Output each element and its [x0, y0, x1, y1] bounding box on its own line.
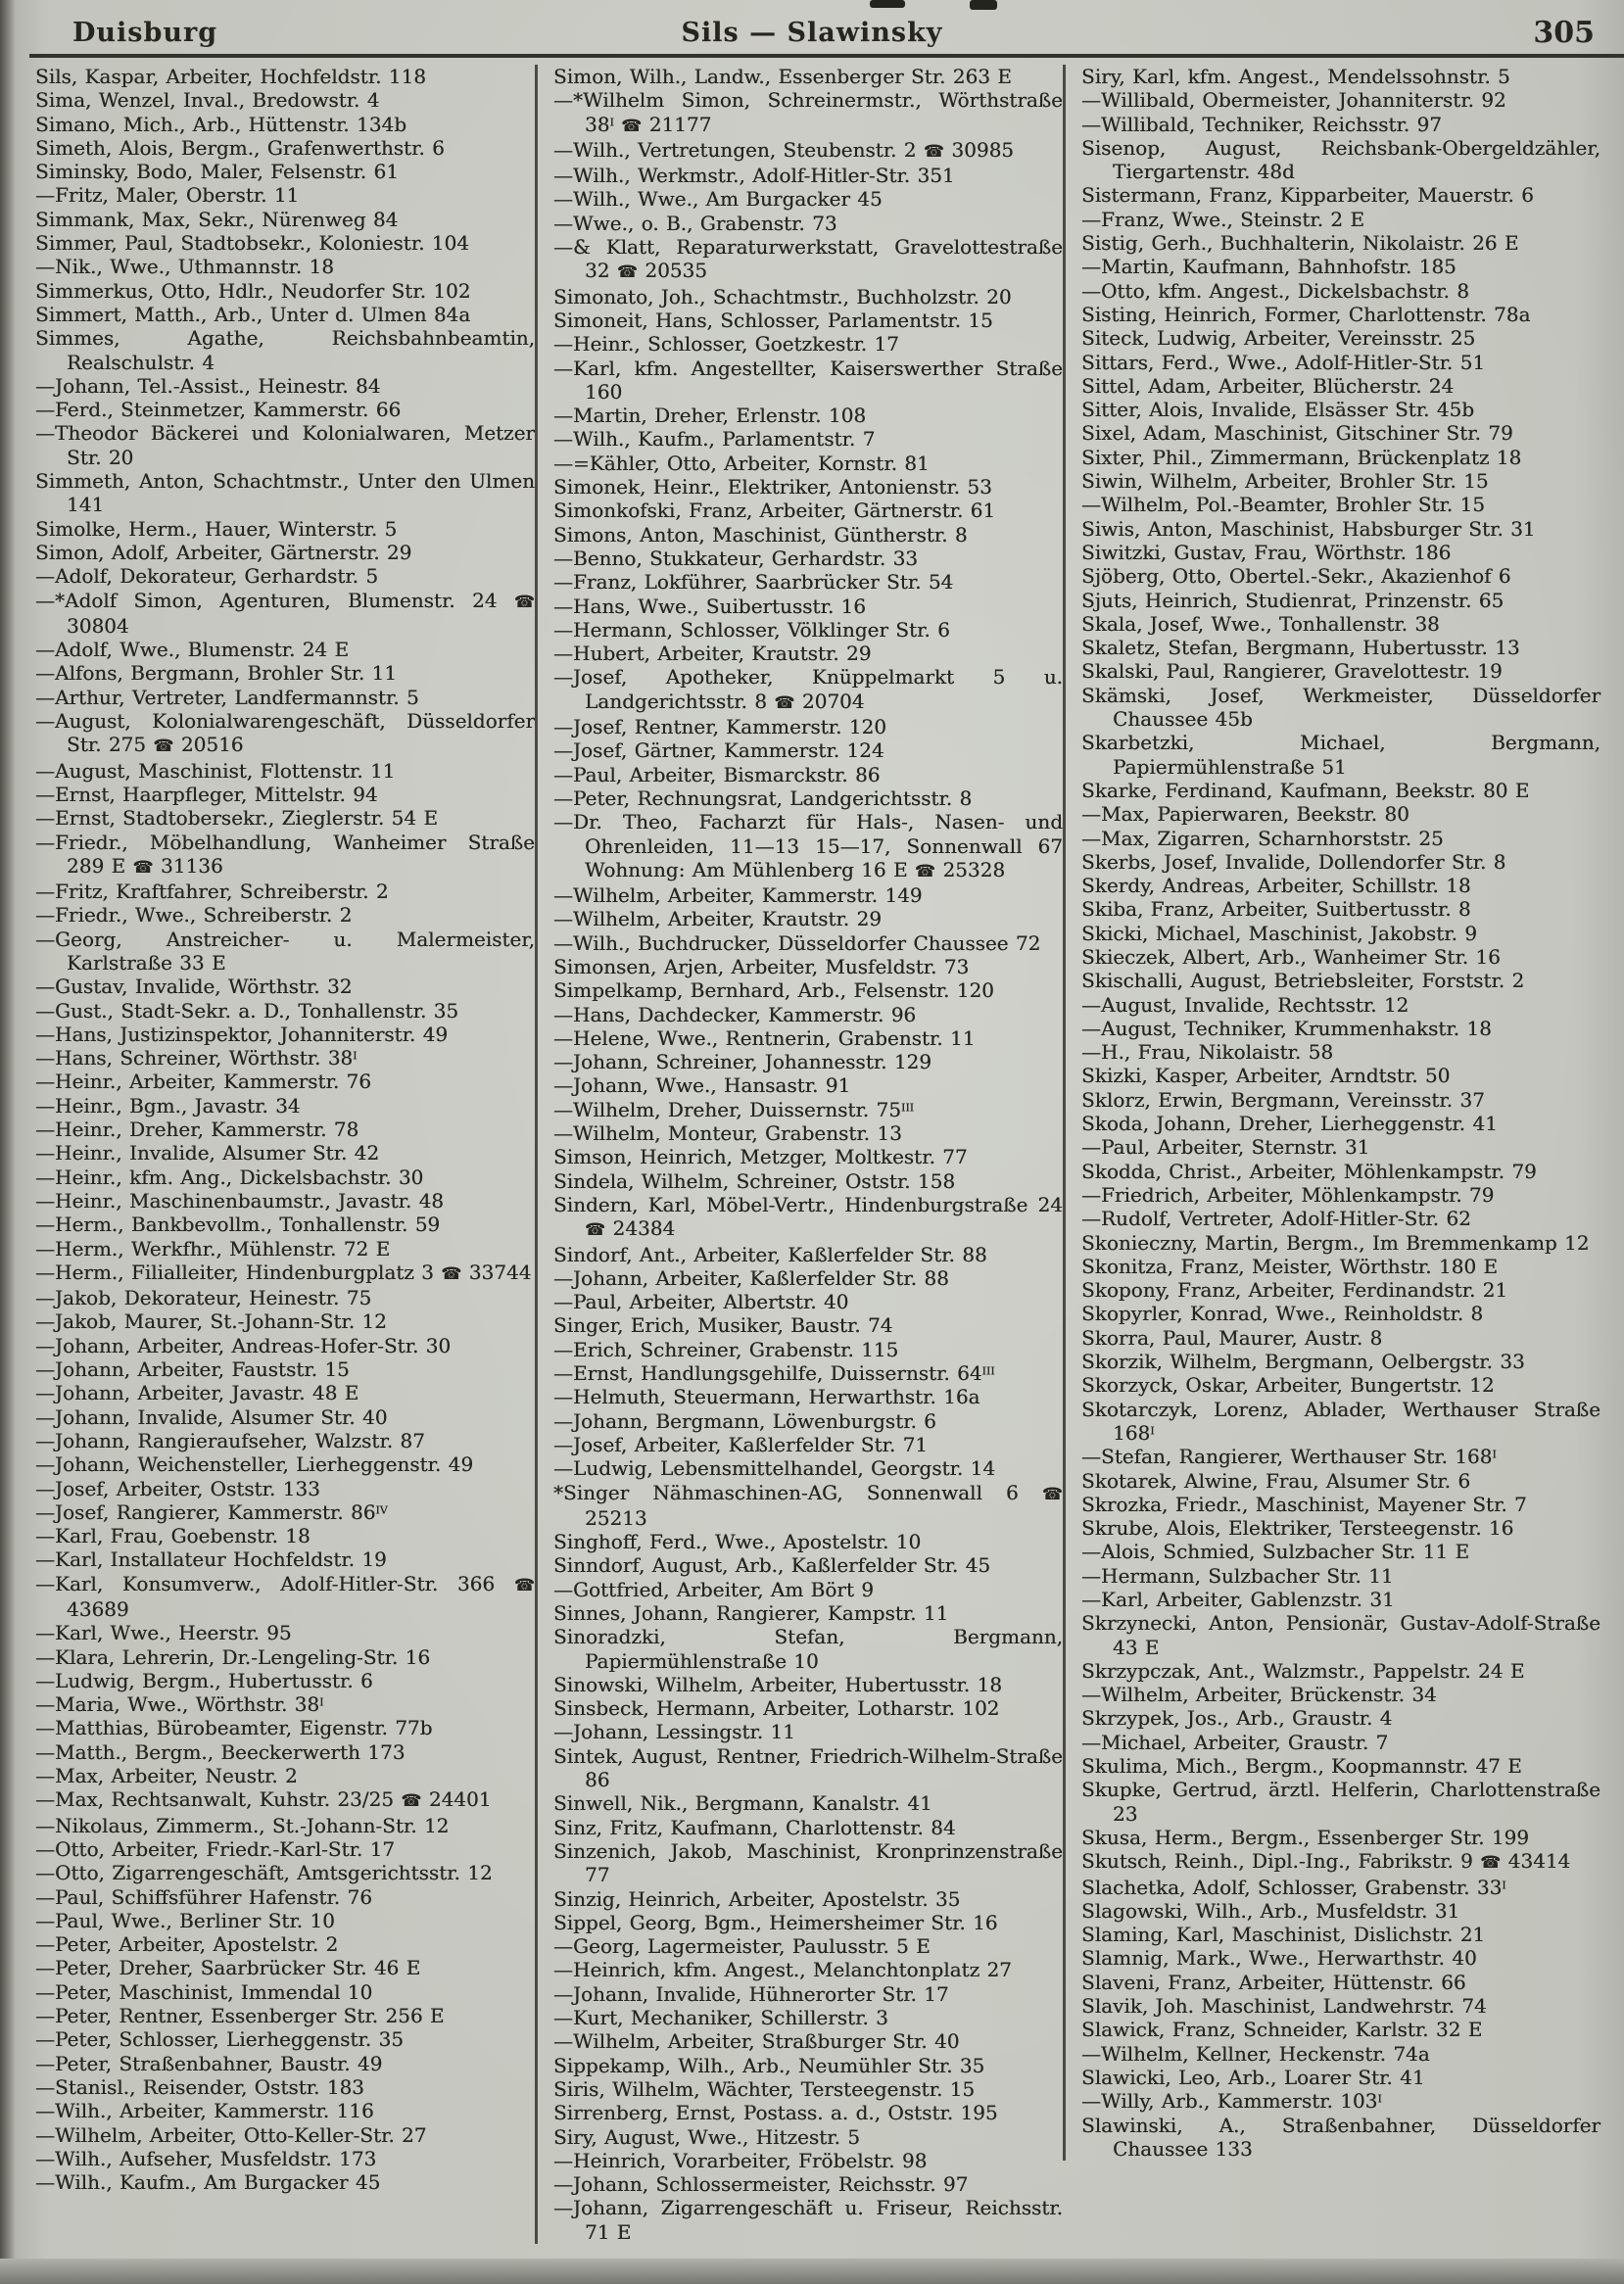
directory-entry: Skizki, Kasper, Arbeiter, Arndtstr. 50 [1081, 1064, 1451, 1088]
directory-entry: Simoneit, Hans, Schlosser, Parlamentstr. 15 [553, 308, 993, 332]
directory-entry: Simmeth, Anton, Schachtmstr., Unter den Ulmen 141 [35, 469, 535, 517]
directory-entry: —Johann, Bergmann, Löwenburgstr. 6 [553, 1408, 936, 1433]
directory-entry: Skischalli, August, Betriebsleiter, Forststr. 2 [1081, 969, 1525, 993]
directory-entry: —Heinr., Invalide, Alsumer Str. 42 [35, 1141, 380, 1166]
directory-entry: Simonsen, Arjen, Arbeiter, Musfeldstr. 73 [553, 954, 970, 978]
directory-entry: Sitter, Alois, Invalide, Elsässer Str. 45b [1081, 398, 1475, 422]
directory-entry: —Kurt, Mechaniker, Schillerstr. 3 [553, 2006, 888, 2030]
directory-entry: Simon, Adolf, Arbeiter, Gärtnerstr. 29 [35, 540, 412, 564]
directory-entry: Skodda, Christ., Arbeiter, Möhlenkampstr. 79 [1081, 1159, 1537, 1183]
phone-icon: ☎ [132, 857, 154, 878]
directory-entry: —Karl, Wwe., Heerstr. 95 [35, 1621, 292, 1645]
directory-entry: Skrzynecki, Anton, Pensionär, Gustav-Adolf-Straße 43 E [1081, 1611, 1600, 1659]
directory-entry: —*Wilhelm Simon, Schreinermstr., Wörthstraße $38^I$ ☎ 21177 [553, 88, 1063, 136]
directory-entry: —Hermann, Schlosser, Völklinger Str. 6 [553, 617, 950, 642]
phone-icon: ☎ [621, 116, 643, 136]
page-header [0, 16, 1624, 55]
directory-entry: Sixter, Phil., Zimmermann, Brückenplatz 18 [1081, 445, 1522, 469]
directory-entry: Sjöberg, Otto, Obertel.-Sekr., Akazienhof 6 [1081, 564, 1511, 589]
directory-entry: —Josef, Apotheker, Knüppelmarkt 5 u. Landgerichtsstr. 8 ☎ 20704 [553, 665, 1063, 713]
directory-entry: —Karl, Frau, Goebenstr. 18 [35, 1524, 310, 1548]
directory-entry: Simmer, Paul, Stadtobsekr., Koloniestr. 104 [35, 231, 469, 256]
directory-entry: Skrzypek, Jos., Arb., Graustr. 4 [1081, 1706, 1393, 1731]
directory-entry: —Theodor Bäckerei und Kolonialwaren, Metzer Str. 20 [35, 421, 535, 469]
directory-column-1 [35, 65, 535, 2194]
directory-entry: —Wilh., Buchdrucker, Düsseldorfer Chaussee 72 [553, 930, 1041, 955]
directory-entry: —Franz, Lokführer, Saarbrücker Str. 54 [553, 570, 954, 595]
directory-entry: Siwis, Anton, Maschinist, Habsburger Str. 31 [1081, 516, 1536, 541]
directory-entry: —Gottfried, Arbeiter, Am Bört 9 [553, 1577, 874, 1601]
directory-entry: —Klara, Lehrerin, Dr.-Lengeling-Str. 16 [35, 1644, 431, 1669]
directory-entry: —Hans, Schreiner, Wörthstr. $38^I$ [35, 1046, 358, 1071]
directory-entry: —Johann, Arbeiter, Kaßlerfelder Str. 88 [553, 1265, 949, 1290]
directory-entry: Sils, Kaspar, Arbeiter, Hochfeldstr. 118 [35, 65, 426, 88]
directory-entry: Slavik, Joh. Maschinist, Landwehrstr. 74 [1081, 1994, 1487, 2019]
directory-entry: —Hans, Dachdecker, Kammerstr. 96 [553, 1002, 917, 1026]
directory-entry: —Otto, Zigarrengeschäft, Amtsgerichtsstr. 12 [35, 1861, 493, 1885]
directory-entry: —Wilhelm, Monteur, Grabenstr. 13 [553, 1121, 902, 1146]
directory-entry: —Willibald, Techniker, Reichsstr. 97 [1081, 112, 1442, 136]
directory-entry: Simson, Heinrich, Metzger, Moltkestr. 77 [553, 1145, 968, 1169]
directory-entry: —Johann, Weichensteller, Lierheggenstr. 49 [35, 1452, 474, 1477]
directory-entry: —Peter, Rechnungsrat, Landgerichtsstr. 8 [553, 785, 973, 810]
directory-entry: Simmes, Agathe, Reichsbahnbeamtin, Realschulstr. 4 [35, 326, 535, 374]
directory-entry: —Peter, Straßenbahner, Baustr. 49 [35, 2051, 383, 2075]
directory-entry: Siwin, Wilhelm, Arbeiter, Brohler Str. 15 [1081, 469, 1489, 494]
directory-entry: Sistig, Gerh., Buchhalterin, Nikolaistr. 26 E [1081, 231, 1519, 256]
directory-entry: —Karl, Arbeiter, Gablenzstr. 31 [1081, 1588, 1395, 1611]
directory-entry: Skotarczyk, Lorenz, Ablader, Werthauser Straße $168^I$ [1081, 1397, 1600, 1445]
directory-entry: —August, Techniker, Krummenhakstr. 18 [1081, 1016, 1492, 1040]
directory-entry: Skopyrler, Konrad, Wwe., Reinholdstr. 8 [1081, 1302, 1484, 1326]
directory-entry: —Johann, Lessingstr. 11 [553, 1720, 795, 1744]
directory-entry: Skutsch, Reinh., Dipl.-Ing., Fabrikstr. 9 ☎ 43414 [1081, 1849, 1571, 1874]
directory-entry: Slachetka, Adolf, Schlosser, Grabenstr. $33^I$ [1081, 1875, 1506, 1899]
directory-entry: —Adolf, Wwe., Blumenstr. 24 E [35, 638, 350, 662]
phone-icon: ☎ [513, 592, 535, 612]
directory-entry: Slawinski, A., Straßenbahner, Düsseldorfer Chaussee 133 [1081, 2113, 1600, 2161]
directory-entry: Sindorf, Ant., Arbeiter, Kaßlerfelder Str. 88 [553, 1242, 987, 1266]
directory-entry: Sinoradzki, Stefan, Bergmann, Papiermühlenstraße 10 [553, 1625, 1063, 1673]
directory-entry: —Nik., Wwe., Uthmannstr. 18 [35, 255, 334, 279]
directory-entry: Skopony, Franz, Arbeiter, Ferdinandstr. 21 [1081, 1278, 1508, 1303]
directory-entry: —Wilh., Aufseher, Musfeldstr. 173 [35, 2146, 377, 2170]
directory-entry: —Peter, Dreher, Saarbrücker Str. 46 E [35, 1956, 421, 1980]
directory-entry: Sinnes, Johann, Rangierer, Kampstr. 11 [553, 1601, 949, 1625]
directory-entry: —Johann, Rangieraufseher, Walzstr. 87 [35, 1428, 425, 1452]
directory-entry: Slawicki, Leo, Arb., Loarer Str. 41 [1081, 2065, 1425, 2089]
phone-icon: ☎ [441, 1263, 462, 1284]
directory-entry: —Heinr., Arbeiter, Kammerstr. 76 [35, 1070, 371, 1094]
directory-entry: Simonato, Joh., Schachtmstr., Buchholzstr. 20 [553, 284, 1012, 309]
directory-entry: Skorzyck, Oskar, Arbeiter, Bungertstr. 12 [1081, 1373, 1495, 1398]
directory-entry: —Johann, Arbeiter, Javastr. 48 E [35, 1381, 359, 1405]
directory-entry: Sisting, Heinrich, Former, Charlottenstr. 78a [1081, 302, 1531, 326]
directory-entry: Simon, Wilh., Landw., Essenberger Str. 263 E [553, 65, 1012, 88]
directory-entry: —Martin, Kaufmann, Bahnhofstr. 185 [1081, 255, 1457, 279]
directory-entry: —Ernst, Handlungsgehilfe, Duissernstr. $64^{III}$ [553, 1361, 995, 1386]
directory-entry: Siris, Wilhelm, Wächter, Tersteegenstr. 15 [553, 2076, 976, 2101]
directory-entry: —Heinrich, kfm. Angest., Melanchtonplatz 27 [553, 1958, 1012, 1982]
directory-entry: —Heinr., Maschinenbaumstr., Javastr. 48 [35, 1188, 445, 1213]
directory-entry: Slaming, Karl, Maschinist, Dislichstr. 21 [1081, 1923, 1486, 1947]
directory-entry: —H., Frau, Nikolaistr. 58 [1081, 1040, 1334, 1065]
directory-entry: —Josef, Gärtner, Kammerstr. 124 [553, 738, 884, 763]
directory-column-2 [535, 65, 1063, 2244]
directory-entry: —Johann, Tel.-Assist., Heinestr. 84 [35, 373, 381, 398]
directory-entry: —Peter, Maschinist, Immendal 10 [35, 1979, 373, 2004]
directory-entry: Sirrenberg, Ernst, Postass. a. d., Oststr. 195 [553, 2101, 998, 2125]
directory-entry: —=Kähler, Otto, Arbeiter, Kornstr. 81 [553, 451, 930, 475]
phone-icon: ☎ [585, 1220, 606, 1241]
directory-entry: Sinsbeck, Hermann, Arbeiter, Lotharstr. 102 [553, 1696, 1000, 1721]
directory-entry: Simano, Mich., Arb., Hüttenstr. 134b [35, 112, 406, 136]
directory-entry: —Peter, Arbeiter, Apostelstr. 2 [35, 1932, 339, 1957]
directory-entry: Sixel, Adam, Maschinist, Gitschiner Str. 79 [1081, 421, 1513, 446]
directory-entry: Sintek, August, Rentner, Friedrich-Wilhelm-Straße 86 [553, 1743, 1063, 1792]
directory-entry: —Willibald, Obermeister, Johanniterstr. 92 [1081, 88, 1506, 113]
directory-entry: Slagowski, Wilh., Arb., Musfeldstr. 31 [1081, 1898, 1460, 1923]
page-number: 305 [1533, 16, 1595, 50]
directory-entry: Skerdy, Andreas, Arbeiter, Schillstr. 18 [1081, 874, 1471, 898]
directory-entry: —Gust., Stadt-Sekr. a. D., Tonhallenstr. 35 [35, 998, 459, 1023]
directory-entry: —Heinr., kfm. Ang., Dickelsbachstr. 30 [35, 1165, 424, 1189]
directory-entry: Skorra, Paul, Maurer, Austr. 8 [1081, 1325, 1383, 1350]
directory-entry: Simolke, Herm., Hauer, Winterstr. 5 [35, 516, 398, 541]
directory-entry: —Wilh., Werkmstr., Adolf-Hitler-Str. 351 [553, 164, 955, 188]
header-city: Duisburg [72, 18, 218, 48]
directory-entry: Sisenop, August, Reichsbank-Obergeldzähler, Tiergartenstr. 48d [1081, 135, 1600, 184]
directory-entry: Simonkofski, Franz, Arbeiter, Gärtnerstr. 61 [553, 499, 996, 523]
directory-entry: Sinzenich, Jakob, Maschinist, Kronprinzenstraße 77 [553, 1838, 1063, 1887]
directory-entry: —Matthias, Bürobeamter, Eigenstr. 77b [35, 1716, 433, 1740]
directory-entry: Sinwell, Nik., Bergmann, Kanalstr. 41 [553, 1791, 932, 1816]
directory-entry: —Arthur, Vertreter, Landfermannstr. 5 [35, 685, 419, 709]
directory-entry: —Herm., Bankbevollm., Tonhallenstr. 59 [35, 1213, 441, 1237]
directory-entry: Simmert, Matth., Arb., Unter d. Ulmen 84a [35, 302, 471, 326]
directory-entry: —Johann, Arbeiter, Andreas-Hofer-Str. 30 [35, 1333, 452, 1357]
directory-entry: Siwitzki, Gustav, Frau, Wörthstr. 186 [1081, 540, 1452, 564]
directory-entry: —Wilhelm, Arbeiter, Krautstr. 29 [553, 907, 882, 931]
directory-entry: —Wilh., Kaufm., Am Burgacker 45 [35, 2170, 381, 2195]
directory-entry: —Karl, kfm. Angestellter, Kaiserswerther Straße 160 [553, 356, 1063, 404]
directory-entry: —Otto, Arbeiter, Friedr.-Karl-Str. 17 [35, 1836, 396, 1861]
directory-entry: —Hermann, Sulzbacher Str. 11 [1081, 1563, 1394, 1588]
phone-icon: ☎ [914, 861, 936, 881]
directory-entry: Skämski, Josef, Werkmeister, Düsseldorfer Chaussee 45b [1081, 683, 1600, 732]
phone-icon: ☎ [923, 141, 945, 162]
directory-entry: Sinzig, Heinrich, Arbeiter, Apostelstr. 35 [553, 1886, 961, 1911]
directory-entry: Skaletz, Stefan, Bergmann, Hubertusstr. 13 [1081, 636, 1520, 660]
directory-entry: Simpelkamp, Bernhard, Arb., Felsenstr. 120 [553, 978, 994, 1003]
directory-entry: —Georg, Anstreicher- u. Malermeister, Karlstraße 33 E [35, 927, 535, 975]
directory-entry: —Wilh., Vertretungen, Steubenstr. 2 ☎ 30985 [553, 137, 1015, 162]
directory-entry: Skupke, Gertrud, ärztl. Helferin, Charlottenstraße 23 [1081, 1778, 1600, 1826]
directory-entry: —Johann, Schlossermeister, Reichsstr. 97 [553, 2172, 969, 2197]
directory-entry: Simeth, Alois, Bergm., Grafenwerthstr. 6 [35, 135, 445, 160]
directory-entry: —Josef, Arbeiter, Kaßlerfelder Str. 71 [553, 1432, 929, 1456]
directory-entry: Sippekamp, Wilh., Arb., Neumühler Str. 35 [553, 2053, 985, 2077]
directory-entry: Singhoff, Ferd., Wwe., Apostelstr. 10 [553, 1530, 922, 1554]
directory-entry: —Hans, Justizinspektor, Johanniterstr. 49 [35, 1022, 449, 1046]
directory-entry: Sippel, Georg, Bgm., Heimersheimer Str. 16 [553, 1910, 998, 1934]
directory-entry: —*Adolf Simon, Agenturen, Blumenstr. 24 ☎ 30804 [35, 588, 535, 638]
directory-entry: Skerbs, Josef, Invalide, Dollendorfer Str. 8 [1081, 849, 1506, 874]
directory-entry: —Hans, Wwe., Suibertusstr. 16 [553, 594, 866, 618]
directory-entry: —Johann, Invalide, Alsumer Str. 40 [35, 1404, 388, 1429]
directory-entry: —Benno, Stukkateur, Gerhardstr. 33 [553, 546, 919, 570]
directory-entry: —Wilhelm, Kellner, Heckenstr. 74a [1081, 2041, 1430, 2066]
directory-entry: —Johann, Arbeiter, Fauststr. 15 [35, 1357, 350, 1382]
directory-entry: —Georg, Lagermeister, Paulusstr. 5 E [553, 1934, 931, 1959]
directory-entry: —Max, Zigarren, Scharnhorststr. 25 [1081, 826, 1444, 850]
directory-entry: Sindela, Wilhelm, Schreiner, Oststr. 158 [553, 1168, 956, 1193]
directory-entry: Skala, Josef, Wwe., Tonhallenstr. 38 [1081, 611, 1440, 636]
directory-entry: —Stanisl., Reisender, Oststr. 183 [35, 2074, 364, 2099]
scan-smudge [970, 0, 997, 10]
directory-columns [35, 65, 1600, 2244]
directory-entry: —Paul, Arbeiter, Bismarckstr. 86 [553, 762, 881, 786]
directory-entry: Siry, Karl, kfm. Angest., Mendelssohnstr. 5 [1081, 65, 1510, 88]
directory-entry: —& Klatt, Reparaturwerkstatt, Gravelottestraße 32 ☎ 20535 [553, 235, 1063, 283]
directory-entry: Slawick, Franz, Schneider, Karlstr. 32 E [1081, 2018, 1483, 2042]
directory-entry: Sindern, Karl, Möbel-Vertr., Hindenburgstraße 24 ☎ 24384 [553, 1192, 1063, 1241]
directory-entry: Skonieczny, Martin, Bergm., Im Bremmenkamp 12 [1081, 1230, 1590, 1255]
phone-icon: ☎ [153, 737, 174, 757]
directory-entry: —Heinr., Schlosser, Goetzkestr. 17 [553, 332, 899, 357]
directory-entry: —August, Invalide, Rechtsstr. 12 [1081, 992, 1409, 1017]
directory-entry: —Karl, Installateur Hochfeldstr. 19 [35, 1547, 387, 1572]
directory-entry: —Heinrich, Vorarbeiter, Fröbelstr. 98 [553, 2148, 928, 2172]
directory-entry: —Wilhelm, Arbeiter, Otto-Keller-Str. 27 [35, 2122, 427, 2147]
directory-entry: —Alfons, Bergmann, Brohler Str. 11 [35, 661, 397, 686]
directory-entry: Slamnig, Mark., Wwe., Herwarthstr. 40 [1081, 1946, 1477, 1971]
directory-entry: —Friedr., Wwe., Schreiberstr. 2 [35, 903, 353, 928]
directory-entry: —Hubert, Arbeiter, Krautstr. 29 [553, 642, 872, 666]
directory-entry: —Fritz, Maler, Oberstr. 11 [35, 183, 300, 208]
directory-entry: —Johann, Schreiner, Johannesstr. 129 [553, 1050, 931, 1074]
directory-entry: —Johann, Wwe., Hansastr. 91 [553, 1073, 851, 1098]
directory-entry: Skusa, Herm., Bergm., Essenberger Str. 199 [1081, 1825, 1530, 1849]
directory-entry: —Helene, Wwe., Rentnerin, Grabenstr. 11 [553, 1025, 976, 1050]
directory-entry: —Josef, Rentner, Kammerstr. 120 [553, 715, 886, 739]
directory-entry: Simonek, Heinr., Elektriker, Antonienstr. 53 [553, 475, 992, 500]
directory-entry: —Friedr., Möbelhandlung, Wanheimer Straße 289 E ☎ 31136 [35, 830, 535, 878]
directory-entry: —Heinr., Dreher, Kammerstr. 78 [35, 1118, 359, 1142]
directory-entry: —Wilh., Arbeiter, Kammerstr. 116 [35, 2099, 374, 2123]
directory-entry: —Ferd., Steinmetzer, Kammerstr. 66 [35, 398, 402, 422]
directory-entry: Sjuts, Heinrich, Studienrat, Prinzenstr. 65 [1081, 588, 1505, 612]
directory-entry: Skrube, Alois, Elektriker, Tersteegenstr. 16 [1081, 1516, 1514, 1541]
directory-entry: —Erich, Schreiner, Grabenstr. 115 [553, 1337, 899, 1361]
directory-entry: Simons, Anton, Maschinist, Güntherstr. 8 [553, 522, 968, 547]
directory-entry: —Josef, Rangierer, Kammerstr. $86^{IV}$ [35, 1499, 388, 1524]
directory-entry: Skicki, Michael, Maschinist, Jakobstr. 9 [1081, 921, 1477, 945]
directory-entry: Skarbetzki, Michael, Bergmann, Papiermühlenstraße 51 [1081, 731, 1600, 779]
directory-entry: Sittel, Adam, Arbeiter, Blücherstr. 24 [1081, 373, 1455, 398]
directory-entry: —Johann, Invalide, Hühnerorter Str. 17 [553, 1981, 949, 2006]
phone-icon: ☎ [616, 262, 638, 283]
directory-entry: —Nikolaus, Zimmerm., St.-Johann-Str. 12 [35, 1813, 450, 1837]
directory-entry: —Heinr., Bgm., Javastr. 34 [35, 1093, 301, 1118]
directory-entry: Sima, Wenzel, Inval., Bredowstr. 4 [35, 88, 380, 113]
directory-entry: Sistermann, Franz, Kipparbeiter, Mauerstr. 6 [1081, 183, 1534, 208]
directory-column-3 [1063, 65, 1600, 2161]
directory-entry: —Wwe., o. B., Grabenstr. 73 [553, 211, 837, 235]
directory-entry: —Otto, kfm. Angest., Dickelsbachstr. 8 [1081, 278, 1469, 303]
scan-smudge [870, 0, 905, 8]
directory-entry: —Karl, Konsumverw., Adolf-Hitler-Str. 366 ☎ 43689 [35, 1571, 535, 1621]
directory-entry: —Adolf, Dekorateur, Gerhardstr. 5 [35, 564, 379, 589]
directory-entry: —Friedrich, Arbeiter, Möhlenkampstr. 79 [1081, 1182, 1495, 1207]
directory-entry: —Ludwig, Bergm., Hubertusstr. 6 [35, 1668, 373, 1692]
directory-entry: —Matth., Bergm., Beeckerwerth 173 [35, 1739, 406, 1764]
directory-entry: Sklorz, Erwin, Bergmann, Vereinsstr. 37 [1081, 1087, 1485, 1112]
header-rule [29, 54, 1624, 58]
directory-entry: —Stefan, Rangierer, Werthauser Str. $168^I$ [1081, 1445, 1497, 1469]
directory-entry: Siteck, Ludwig, Arbeiter, Vereinsstr. 25 [1081, 326, 1476, 351]
directory-entry: Skulima, Mich., Bergm., Koopmannstr. 47 E [1081, 1754, 1522, 1779]
directory-entry: —August, Kolonialwarengeschäft, Düsseldorfer Str. 275 ☎ 20516 [35, 709, 535, 757]
phone-icon: ☎ [774, 692, 795, 713]
directory-entry: —Wilhelm, Arbeiter, Straßburger Str. 40 [553, 2029, 960, 2054]
directory-entry: —August, Maschinist, Flottenstr. 11 [35, 758, 396, 783]
phone-icon: ☎ [1041, 1484, 1063, 1504]
directory-entry: —Paul, Schiffsführer Hafenstr. 76 [35, 1884, 372, 1909]
directory-entry: —Wilh., Wwe., Am Burgacker 45 [553, 187, 883, 212]
directory-entry: Simmank, Max, Sekr., Nürenweg 84 [35, 207, 399, 231]
directory-entry: Skotarek, Alwine, Frau, Alsumer Str. 6 [1081, 1468, 1471, 1493]
phone-icon: ☎ [401, 1791, 422, 1812]
scan-edge-bottom [0, 2259, 1624, 2284]
directory-entry: —Paul, Arbeiter, Sternstr. 31 [1081, 1135, 1370, 1160]
header-name-range: Sils — Slawinsky [681, 18, 943, 48]
directory-entry: Skorzik, Wilhelm, Bergmann, Oelbergstr. 33 [1081, 1350, 1525, 1374]
directory-entry: —Fritz, Kraftfahrer, Schreiberstr. 2 [35, 880, 389, 904]
directory-entry: Sinowski, Wilhelm, Arbeiter, Hubertusstr. 18 [553, 1672, 1002, 1696]
directory-entry: Siry, August, Wwe., Hitzestr. 5 [553, 2124, 860, 2149]
directory-entry: Skonitza, Franz, Meister, Wörthstr. 180 E [1081, 1254, 1498, 1278]
directory-entry: —Johann, Zigarrengeschäft u. Friseur, Reichsstr. 71 E [553, 2196, 1063, 2244]
directory-entry: —Herm., Werkfhr., Mühlenstr. 72 E [35, 1236, 391, 1261]
directory-entry: Skrozka, Friedr., Maschinist, Mayener Str. 7 [1081, 1492, 1527, 1516]
directory-entry: —Wilhelm, Dreher, Duissernstr. $75^{III}$ [553, 1097, 915, 1121]
directory-entry: Skieczek, Albert, Arb., Wanheimer Str. 16 [1081, 944, 1501, 969]
directory-entry: Sittars, Ferd., Wwe., Adolf-Hitler-Str. 51 [1081, 350, 1486, 374]
directory-entry: —Jakob, Dekorateur, Heinestr. 75 [35, 1286, 372, 1310]
directory-entry: —Paul, Wwe., Berliner Str. 10 [35, 1908, 335, 1932]
directory-entry: —Paul, Arbeiter, Albertstr. 40 [553, 1290, 849, 1314]
directory-entry: —Max, Papierwaren, Beekstr. 80 [1081, 802, 1409, 827]
directory-entry: —Ernst, Stadtobersekr., Zieglerstr. 54 E [35, 806, 438, 831]
directory-entry: —Helmuth, Steuermann, Herwarthstr. 16a [553, 1385, 980, 1409]
directory-entry: Skalski, Paul, Rangierer, Gravelottestr. 19 [1081, 659, 1503, 684]
directory-entry: —Wilh., Kaufm., Parlamentstr. 7 [553, 427, 876, 452]
directory-entry: —Wilhelm, Arbeiter, Kammerstr. 149 [553, 883, 923, 908]
directory-entry: Simmerkus, Otto, Hdlr., Neudorfer Str. 102 [35, 278, 471, 303]
directory-entry: —Ludwig, Lebensmittelhandel, Georgstr. 14 [553, 1456, 996, 1481]
directory-entry: Skarke, Ferdinand, Kaufmann, Beekstr. 80 E [1081, 778, 1530, 802]
directory-entry: *Singer Nähmaschinen-AG, Sonnenwall 6 ☎ 25213 [553, 1480, 1063, 1530]
directory-entry: —Alois, Schmied, Sulzbacher Str. 11 E [1081, 1540, 1470, 1564]
directory-entry: —Max, Arbeiter, Neustr. 2 [35, 1764, 298, 1788]
directory-entry: —Franz, Wwe., Steinstr. 2 E [1081, 207, 1364, 231]
directory-entry: —Gustav, Invalide, Wörthstr. 32 [35, 975, 353, 999]
directory-entry: —Peter, Rentner, Essenberger Str. 256 E [35, 2004, 445, 2028]
directory-entry: —Martin, Dreher, Erlenstr. 108 [553, 404, 867, 428]
directory-entry: —Ernst, Haarpfleger, Mittelstr. 94 [35, 782, 378, 806]
directory-entry: —Dr. Theo, Facharzt für Hals-, Nasen- und Ohrenleiden, 11—13 15—17, Sonnenwall 67 Wohnung: Am Mühlenberg 16 E ☎ 25328 [553, 810, 1063, 881]
directory-entry: Sinz, Fritz, Kaufmann, Charlottenstr. 84 [553, 1815, 956, 1839]
directory-entry: —Jakob, Maurer, St.-Johann-Str. 12 [35, 1309, 387, 1334]
directory-entry: —Max, Rechtsanwalt, Kuhstr. 23/25 ☎ 24401 [35, 1787, 492, 1812]
directory-entry: —Herm., Filialleiter, Hindenburgplatz 3 ☎ 33744 [35, 1260, 532, 1284]
directory-entry: Slaveni, Franz, Arbeiter, Hüttenstr. 66 [1081, 1970, 1466, 1994]
directory-entry: Sinndorf, August, Arb., Kaßlerfelder Str. 45 [553, 1553, 991, 1578]
directory-entry: —Wilhelm, Arbeiter, Brückenstr. 34 [1081, 1683, 1437, 1707]
phone-icon: ☎ [1480, 1853, 1502, 1874]
directory-entry: —Michael, Arbeiter, Graustr. 7 [1081, 1730, 1389, 1754]
directory-entry: Skrzypczak, Ant., Walzmstr., Pappelstr. 24 E [1081, 1658, 1525, 1683]
directory-entry: Skoda, Johann, Dreher, Lierheggenstr. 41 [1081, 1112, 1498, 1136]
directory-entry: —Wilhelm, Pol.-Beamter, Brohler Str. 15 [1081, 493, 1485, 517]
directory-entry: —Rudolf, Vertreter, Adolf-Hitler-Str. 62 [1081, 1207, 1471, 1231]
directory-entry: Siminsky, Bodo, Maler, Felsenstr. 61 [35, 160, 399, 184]
phone-icon: ☎ [513, 1575, 535, 1595]
directory-entry: —Willy, Arb., Kammerstr. $103^I$ [1081, 2089, 1382, 2114]
directory-entry: Skiba, Franz, Arbeiter, Suitbertusstr. 8 [1081, 897, 1471, 922]
scan-edge-left [0, 0, 16, 2284]
directory-entry: Singer, Erich, Musiker, Baustr. 74 [553, 1313, 893, 1338]
directory-entry: —Josef, Arbeiter, Oststr. 133 [35, 1476, 320, 1500]
directory-entry: —Peter, Schlosser, Lierheggenstr. 35 [35, 2027, 404, 2052]
directory-entry: —Maria, Wwe., Wörthstr. $38^I$ [35, 1692, 324, 1717]
